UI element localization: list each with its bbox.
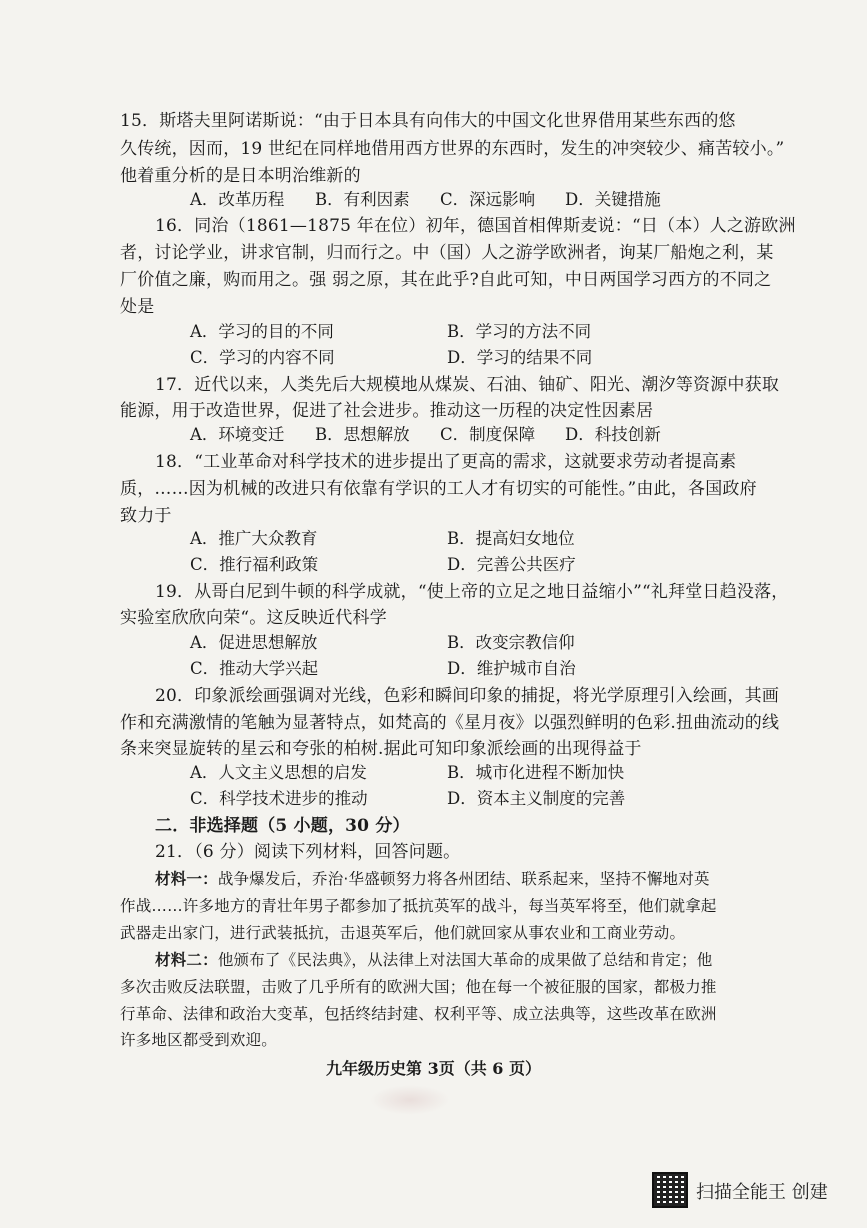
q20-options-row-1: [190, 760, 750, 786]
q18-option-b[interactable]: B．提高妇女地位: [447, 529, 575, 548]
q18-line-1: 18．“工业革命对科学技术的进步提出了更高的需求，这就要求劳动者提高素: [155, 452, 737, 472]
q20-option-c[interactable]: C．科学技术进步的推动: [190, 789, 368, 808]
section-heading: 二．非选择题（5 小题，30 分）: [155, 816, 410, 836]
q15-line-1: 15．斯塔夫里阿诺斯说：“由于日本具有向伟大的中国文化世界借用某些东西的悠: [120, 111, 736, 131]
q17-line-2: 能源，用于改造世界，促进了社会进步。推动这一历程的决定性因素居: [120, 401, 654, 421]
q21-material-1-line-1: [155, 866, 785, 892]
q16-option-a[interactable]: A．学习的目的不同: [190, 322, 334, 341]
q19-line-1: 19．从哥白尼到牛顿的科学成就，“使上帝的立足之地日益缩小”“礼拜堂日趋没落，: [155, 582, 789, 602]
q18-option-a[interactable]: A．推广大众教育: [190, 529, 318, 548]
q17-line-1: 17．近代以来，人类先后大规模地从煤炭、石油、铀矿、阳光、潮汐等资源中获取: [155, 375, 780, 395]
q15-line-2: 久传统，因而，19 世纪在同样地借用西方世界的东西时，发生的冲突较少、痛苦较小。”: [120, 139, 785, 159]
material-2-text-1: 他颁布了《民法典》，从法律上对法国大革命的成果做了总结和肯定；他: [217, 951, 713, 969]
q17-options: [190, 422, 750, 448]
q17-option-d[interactable]: D．科技创新: [565, 425, 661, 444]
q15-option-c[interactable]: C．深远影响: [440, 190, 536, 209]
ink-smudge: [370, 1085, 450, 1115]
q19-option-b[interactable]: B．改变宗教信仰: [447, 633, 575, 652]
q20-option-d[interactable]: D．资本主义制度的完善: [447, 789, 626, 808]
q19-option-a[interactable]: A．促进思想解放: [190, 633, 318, 652]
q19-option-c[interactable]: C．推动大学兴起: [190, 659, 319, 678]
q20-line-1: 20．印象派绘画强调对光线，色彩和瞬间印象的捕捉，将光学原理引入绘画，其画: [155, 686, 780, 706]
q17-option-c[interactable]: C．制度保障: [440, 425, 536, 444]
q19-line-2: 实验室欣欣向荣“。这反映近代科学: [120, 608, 387, 628]
q15-options: [190, 187, 750, 213]
qr-code-icon: [652, 1172, 688, 1208]
q20-line-2: 作和充满激情的笔触为显著特点，如梵高的《星月夜》以强烈鲜明的色彩.扭曲流动的线: [120, 713, 780, 733]
q18-options-row-2: [190, 552, 750, 578]
q16-line-4: 处是: [120, 297, 155, 317]
q19-options-row-2: [190, 656, 750, 682]
q16-option-d[interactable]: D．学习的结果不同: [447, 348, 593, 367]
q16-line-1: 16．同治（1861—1875 年在位）初年，德国首相俾斯麦说：“日（本）人之游欧洲: [155, 216, 796, 236]
q20-option-b[interactable]: B．城市化进程不断加快: [447, 763, 625, 782]
q17-option-b[interactable]: B．思想解放: [315, 425, 410, 444]
q15-line-3: 他着重分析的是日本明治维新的: [120, 166, 361, 186]
q19-option-d[interactable]: D．维护城市自治: [447, 659, 576, 678]
q16-options-row-2: [190, 345, 750, 371]
q18-option-d[interactable]: D．完善公共医疗: [447, 555, 576, 574]
q15-option-d[interactable]: D．关键措施: [565, 190, 661, 209]
q20-options-row-2: [190, 786, 750, 812]
q21-material-2-line-4: 许多地区都受到欢迎。: [120, 1031, 278, 1049]
q21-material-2-line-1: [155, 947, 785, 973]
q16-option-c[interactable]: C．学习的内容不同: [190, 348, 335, 367]
q19-options-row-1: [190, 630, 750, 656]
q18-line-2: 质，……因为机械的改进只有依靠有学识的工人才有切实的可能性。”由此，各国政府: [120, 479, 757, 499]
q21-material-1-line-2: 作战……许多地方的青壮年男子都参加了抵抗英军的战斗，每当英军将至，他们就拿起: [120, 897, 717, 915]
q18-options-row-1: [190, 526, 750, 552]
q16-option-b[interactable]: B．学习的方法不同: [447, 322, 592, 341]
q17-option-a[interactable]: A．环境变迁: [190, 425, 285, 444]
q21-material-2-line-2: 多次击败反法联盟，击败了几乎所有的欧洲大国；他在每一个被征服的国家，都极力推: [120, 978, 717, 996]
q21-material-2-line-3: 行革命、法律和政治大变革，包括终结封建、权利平等、成立法典等，这些改革在欧洲: [120, 1005, 717, 1023]
q16-line-2: 者，讨论学业，讲求官制，归而行之。中（国）人之游学欧洲者，询某厂船炮之利，某: [120, 243, 774, 263]
q16-options-row-1: [190, 319, 750, 345]
q15-option-a[interactable]: A．改革历程: [190, 190, 285, 209]
material-1-label: 材料一：: [155, 870, 218, 888]
material-1-text-1: 战争爆发后，乔治·华盛顿努力将各州团结、联系起来，坚持不懈地对英: [217, 870, 710, 888]
q16-line-3: 厂价值之廉，购而用之。强 弱之原，其在此乎?自此可知，中日两国学习西方的不同之: [120, 270, 772, 290]
q20-line-3: 条来突显旋转的星云和夸张的柏树.据此可知印象派绘画的出现得益于: [120, 739, 642, 759]
scanner-watermark: 扫描全能王 创建: [696, 1182, 828, 1203]
q18-option-c[interactable]: C．推行福利政策: [190, 555, 319, 574]
page-footer: 九年级历史第 3页（共 6 页）: [326, 1059, 541, 1078]
q21-intro: 21．（6 分）阅读下列材料，回答问题。: [155, 842, 461, 862]
q15-option-b[interactable]: B．有利因素: [315, 190, 410, 209]
material-2-label: 材料二：: [155, 951, 218, 969]
q18-line-3: 致力于: [120, 506, 172, 526]
q20-option-a[interactable]: A．人文主义思想的启发: [190, 763, 367, 782]
q21-material-1-line-3: 武器走出家门，进行武装抵抗，击退英军后，他们就回家从事农业和工商业劳动。: [120, 924, 686, 942]
